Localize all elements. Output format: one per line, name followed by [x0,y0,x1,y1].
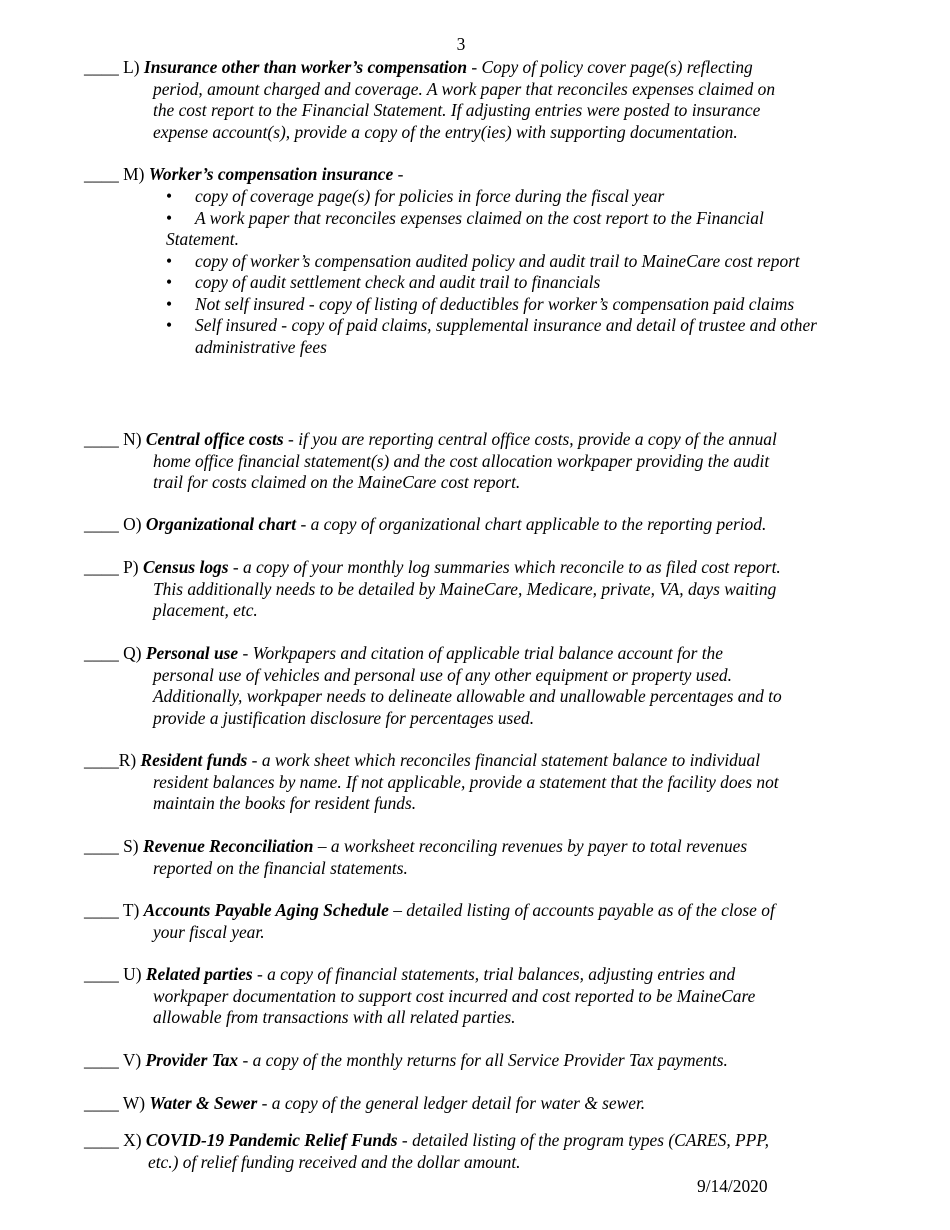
item-sep: - [467,57,482,77]
checkbox-blank[interactable]: ____ [84,1093,119,1113]
item-line: This additionally needs to be detailed by MaineCare, Medicare, private, VA, days waiting [153,578,777,599]
bullet-item: • Self insured - copy of paid claims, supplemental insurance and detail of trustee and other administrative fees [166,315,836,358]
checkbox-blank[interactable]: ____ [84,557,119,577]
item-line: the cost report to the Financial Statement. If adjusting entries were posted to insurance [153,100,761,120]
worker-comp-bullet-list [166,186,836,358]
checklist-item-n [84,429,844,494]
item-sep: - [283,429,299,449]
checkbox-blank[interactable]: ____ [84,900,119,920]
item-line: reported on the financial statements. [153,857,408,878]
checkbox-blank[interactable]: ____ [84,643,119,663]
item-description: a copy of the monthly returns for all Service Provider Tax payments. [252,1050,728,1070]
checklist-item-w [84,1093,844,1115]
item-line: placement, etc. [153,600,258,620]
item-sep: - [393,164,404,184]
item-sep: - [296,514,311,534]
item-line: period, amount charged and coverage. A work paper that reconciles expenses claimed on [153,78,776,99]
item-sep: - [238,1050,253,1070]
item-description: a copy of your monthly log summaries which reconcile to as filed cost report. [243,557,781,577]
item-letter: U) [123,964,142,984]
item-sep: - [228,557,244,577]
checklist-item-u [84,964,844,1029]
item-line: your fiscal year. [153,921,265,942]
checkbox-blank[interactable]: ____ [84,1130,119,1150]
checklist-item-l [84,57,844,143]
item-sep: - [238,643,253,663]
item-line: home office financial statement(s) and the cost allocation workpaper providing the audit [153,450,770,471]
checklist-item-v [84,1050,844,1072]
item-description: detailed listing of accounts payable as of the close of [406,900,775,920]
bullet-item: • A work paper that reconciles expenses claimed on the cost report to the Financial Statement. [166,208,836,251]
page-number: 3 [456,34,466,54]
item-line: etc.) of relief funding received and the dollar amount. [148,1151,521,1172]
item-letter: P) [123,557,139,577]
item-description: detailed listing of the program types (CARES, PPP, [412,1130,770,1150]
item-line: provide a justification disclosure for percentages used. [153,707,535,728]
item-title: Related parties [145,964,253,984]
item-title: Water & Sewer [149,1093,258,1113]
item-letter: W) [122,1093,146,1113]
checkbox-blank[interactable]: ____ [84,964,119,984]
checkbox-blank[interactable]: ____ [84,429,119,449]
item-line: allowable from transactions with all related parties. [153,1007,516,1027]
item-sep: – [313,836,331,856]
checkbox-blank[interactable]: ____ [84,836,119,856]
item-description: if you are reporting central office costs, provide a copy of the annual [298,429,777,449]
item-title: COVID-19 Pandemic Relief Funds [145,1130,398,1150]
checklist-item-q [84,643,844,729]
item-description: a copy of the general ledger detail for water & sewer. [271,1093,646,1113]
item-title: Census logs [142,557,229,577]
item-title: Insurance other than worker’s compensation [143,57,467,77]
checklist-item-x [84,1130,844,1173]
item-letter: S) [123,836,139,856]
item-sep: - [252,964,268,984]
item-title: Accounts Payable Aging Schedule [143,900,389,920]
item-description: Copy of policy cover page(s) reflecting [481,57,753,77]
bullet-item: • Not self insured - copy of listing of deductibles for worker’s compensation paid claims [166,294,836,316]
item-letter: N) [123,429,142,449]
checkbox-blank[interactable]: ____ [84,514,119,534]
bullet-item: • copy of worker’s compensation audited policy and audit trail to MaineCare cost report [166,251,836,273]
item-sep: - [397,1130,413,1150]
item-line: maintain the books for resident funds. [153,793,417,813]
checkbox-blank[interactable]: ____ [84,57,119,77]
item-line: trail for costs claimed on the MaineCare cost report. [153,472,521,492]
item-letter: V) [122,1050,142,1070]
item-line: expense account(s), provide a copy of the entry(ies) with supporting documentation. [153,121,738,142]
item-sep: - [257,1093,272,1113]
item-line: Additionally, workpaper needs to delineate allowable and unallowable percentages and to [153,686,782,706]
item-letter: O) [123,514,142,534]
item-letter: Q) [123,643,142,663]
checklist-item-r [84,750,844,815]
item-description: Workpapers and citation of applicable trial balance account for the [252,643,723,663]
checklist-item-s [84,836,844,879]
item-title: Resident funds [140,750,248,770]
item-sep: - [247,750,262,770]
item-description: a copy of organizational chart applicable to the reporting period. [310,514,767,534]
item-title: Revenue Reconciliation [142,836,314,856]
item-letter: T) [122,900,140,920]
checklist-item-m [84,164,844,186]
item-letter: R) [118,750,137,770]
item-title: Central office costs [145,429,284,449]
item-letter: L) [123,57,140,77]
checkbox-blank[interactable]: ____ [84,750,119,770]
item-line: workpaper documentation to support cost incurred and cost reported to be MaineCare [153,985,756,1006]
item-sep: – [388,900,407,920]
item-title: Provider Tax [145,1050,239,1070]
item-letter: M) [123,164,145,184]
checklist-item-o [84,514,844,536]
item-title: Worker’s compensation insurance [148,164,394,184]
item-title: Personal use [145,643,239,663]
item-description: a work sheet which reconciles financial statement balance to individual [261,750,761,770]
checklist-item-p [84,557,844,622]
item-line: resident balances by name. If not applicable, provide a statement that the facility does not [153,771,779,792]
checkbox-blank[interactable]: ____ [84,1050,119,1070]
item-title: Organizational chart [145,514,297,534]
footer-date: 9/14/2020 [697,1176,768,1196]
bullet-item: • copy of audit settlement check and audit trail to financials [166,272,836,294]
bullet-item: • copy of coverage page(s) for policies in force during the fiscal year [166,186,836,208]
item-description: a copy of financial statements, trial balances, adjusting entries and [267,964,736,984]
item-line: personal use of vehicles and personal use of any other equipment or property used. [153,664,732,685]
checkbox-blank[interactable]: ____ [84,164,119,184]
item-description: a worksheet reconciling revenues by payer to total revenues [330,836,748,856]
item-letter: X) [123,1130,142,1150]
checklist-item-t [84,900,844,943]
